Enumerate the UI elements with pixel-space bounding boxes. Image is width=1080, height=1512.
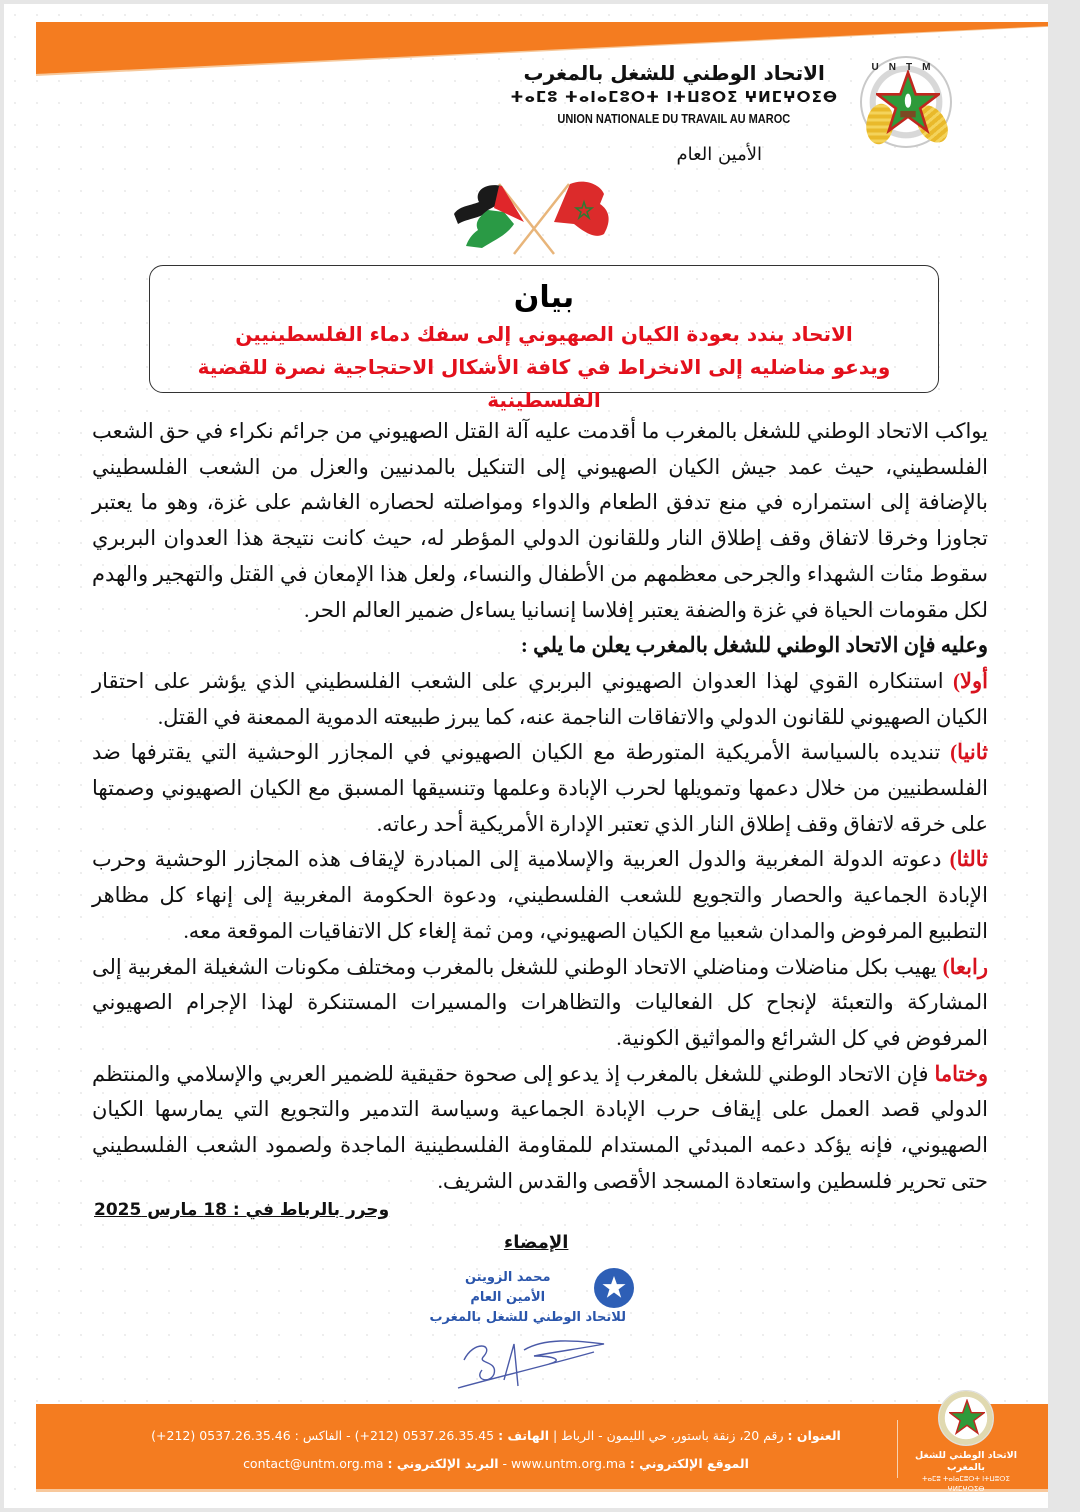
point-4 bbox=[92, 950, 988, 1057]
secretary-general-title: الأمين العام bbox=[676, 144, 762, 165]
contact-info bbox=[116, 1422, 876, 1478]
point-4-label: رابعا) bbox=[942, 954, 988, 979]
org-name-arabic: الاتحاد الوطني للشغل بالمغرب bbox=[523, 61, 825, 85]
untm-logo-icon bbox=[860, 56, 952, 148]
point-1-text: استنكاره القوي لهذا العدوان الصهيوني البربري على الشعب الفلسطيني الذي يؤشر على احتقار الكيان الصهيوني للقانون الدولي والاتفاقات الناجمة عنه، كما يبرز طبيعته الدموية الممعنة في القتل. bbox=[92, 668, 988, 729]
statement-subtitle-line2: ويدعو مناضليه إلى الانخراط في كافة الأشكال الاحتجاجية نصرة للقضية الفلسطينية bbox=[197, 355, 891, 412]
email-label: البريد الإلكتروني : bbox=[387, 1456, 499, 1471]
org-name-french: UNION NATIONALE DU TRAVAIL AU MAROC bbox=[557, 112, 791, 126]
signed-date: وحرر بالرباط في : 18 مارس 2025 bbox=[94, 1200, 390, 1220]
point-1-label: أولا) bbox=[953, 668, 988, 693]
address-label: العنوان : bbox=[787, 1428, 841, 1443]
point-3 bbox=[92, 842, 988, 949]
logo-letters: UNTM bbox=[871, 62, 941, 73]
website-link[interactable]: www.untm.org.ma - bbox=[498, 1456, 630, 1471]
footer-divider bbox=[897, 1420, 898, 1478]
footer-address-line bbox=[116, 1422, 876, 1450]
phone-fax-value: 0537.26.35.45 (212+) - الفاكس : 0537.26.35.46 (212+) bbox=[151, 1428, 499, 1443]
footer-untm-logo-icon bbox=[938, 1390, 994, 1446]
letterhead bbox=[392, 52, 952, 172]
footer-bar bbox=[36, 1404, 1048, 1501]
website-label: الموقع الإلكتروني : bbox=[629, 1456, 749, 1471]
handwritten-signature-icon bbox=[454, 1330, 614, 1390]
official-stamp bbox=[429, 1266, 634, 1396]
stamp-text bbox=[429, 1268, 626, 1328]
declaration-lead: وعليه فإن الاتحاد الوطني للشغل بالمغرب يعلن ما يلي : bbox=[520, 633, 988, 658]
point-2-text: تنديده بالسياسة الأمريكية المتورطة مع الكيان الصهيوني في المجازر الوحشية التي يقترفها ضد الفلسطنيين من خلال دعمها وتمويلها لحرب الإبادة وعلمها وتنسيقها المسبق مع الكيان الصهيوني وصمتها على خرقه لاتفاق وقف إطلاق النار الذي تعتبر الإدارة الأمريكية أحد رعاته. bbox=[92, 740, 988, 836]
statement-title-box bbox=[149, 265, 939, 412]
point-2 bbox=[92, 735, 988, 842]
signature-heading: الإمضاء bbox=[504, 1232, 569, 1253]
point-1 bbox=[92, 664, 988, 735]
org-name-block bbox=[510, 60, 838, 130]
point-3-text: دعوته الدولة المغربية والدول العربية والإسلامية إلى المبادرة لإيقاف هذه المجازر الوحشية وحرب الإبادة الجماعية والحصار والتجويع للشعب الفلسطيني، ودعوة الحكومة المغربية إلى إنهاء كل مظاهر التطبيع المرفوض والمدان شعبيا مع الكيان الصهيوني، ومن ثمة إلغاء كل الاتفاقيات الموقعة معه. bbox=[92, 847, 988, 943]
footer-web-line bbox=[116, 1450, 876, 1478]
statement-title: بيان bbox=[513, 280, 575, 315]
statement-subtitle-line1: الاتحاد يندد بعودة الكيان الصهيوني إلى سفك دماء الفلسطينيين bbox=[235, 322, 853, 346]
footer-org-arabic: الاتحاد الوطني للشغل بالمغرب bbox=[915, 1450, 1017, 1473]
statement-body bbox=[92, 414, 988, 1199]
intro-paragraph: يواكب الاتحاد الوطني للشغل بالمغرب ما أقدمت عليه آلة القتل الصهيوني من جرائم نكراء في حق الشعب الفلسطيني، حيث عمد جيش الكيان الصهيوني إلى التنكيل بالمدنيين والعزل من الشعب الفلسطيني بالإضافة إلى استمراره في منع تدفق الطعام والدواء ومواصلته لحصاره الغاشم على غزة، وهو ما يعتبر تجاوزا وخرقا لاتفاق وقف إطلاق النار وللقانون الدولي المؤطر له، حيث كانت نتيجة هذا العدوان البربري سقوط مئات الشهداء والجرحى معظمهم من الأطفال والنساء، ولعل هذا الإمعان في القتل والتهجير والهدم لكل مقومات الحياة في غزة والضفة يعتبر إفلاسا إنسانيا يساءل ضمير العالم الحر. bbox=[92, 419, 988, 622]
closing-paragraph bbox=[92, 1057, 988, 1200]
stamp-role: الأمين العام bbox=[470, 1290, 546, 1305]
phone-label: الهاتف : bbox=[498, 1428, 549, 1443]
footer-org-french: UNION NATIONALE DU TRAVAIL AU MAROC bbox=[909, 1495, 1023, 1501]
closing-text: فإن الاتحاد الوطني للشغل بالمغرب إذ يدعو إلى صحوة حقيقية للضمير العربي والإسلامي والمنتظم الدولي قصد العمل على إيقاف حرب الإبادة الجماعية وسياسة التدمير والتجويع التي يمارسها الكيان الصهيوني، فإنه يؤكد دعمه المبدئي المستدام للمقاومة الفلسطينية الماجدة ولصمود الشعب الفلسطيني حتى تحرير فلسطين واستعادة المسجد الأقصى والقدس الشريف. bbox=[92, 1061, 988, 1193]
closing-label: وختاما bbox=[934, 1061, 988, 1086]
stamp-name: محمد الزويتن bbox=[464, 1270, 551, 1285]
star-icon bbox=[876, 70, 940, 134]
document-page bbox=[4, 4, 1048, 1508]
point-3-label: ثالثا) bbox=[949, 847, 988, 872]
address-value: رقم 20، زنقة باستور، حي الليمون - الرباط | bbox=[548, 1428, 788, 1443]
email-link[interactable]: contact@untm.org.ma bbox=[243, 1456, 388, 1471]
footer-logo-block bbox=[908, 1390, 1024, 1503]
org-name-tifinagh: ⵜⴰⵎⵓ ⵜⴰⵏⴰⵎⵓⵔⵜ ⵏⵜⵡⵓⵔⵉ ⵖⵍⵎⵖⵔⵉⴱ bbox=[510, 88, 838, 106]
point-4-text: يهيب بكل مناضلات ومناضلي الاتحاد الوطني للشغل بالمغرب ومختلف مكونات الشغيلة المغربية إلى المشاركة والتعبئة لإنجاح كل الفعاليات والتظاهرات والمسيرات المستنكرة لهذا الإجرام الصهيوني المرفوض في كل الشرائع والمواثيق الكونية. bbox=[92, 954, 988, 1050]
stamp-org: للاتحاد الوطني للشغل بالمغرب bbox=[429, 1310, 626, 1325]
seal-icon bbox=[594, 1268, 634, 1308]
point-2-label: ثانيا) bbox=[950, 740, 988, 765]
footer-org-tifinagh: ⵜⴰⵎⵓ ⵜⴰⵏⴰⵎⵓⵔⵜ ⵏⵜⵡⵓⵔⵉ ⵖⵍⵎⵖⵔⵉⴱ bbox=[922, 1475, 1010, 1493]
crossed-flags-icon bbox=[454, 174, 614, 260]
